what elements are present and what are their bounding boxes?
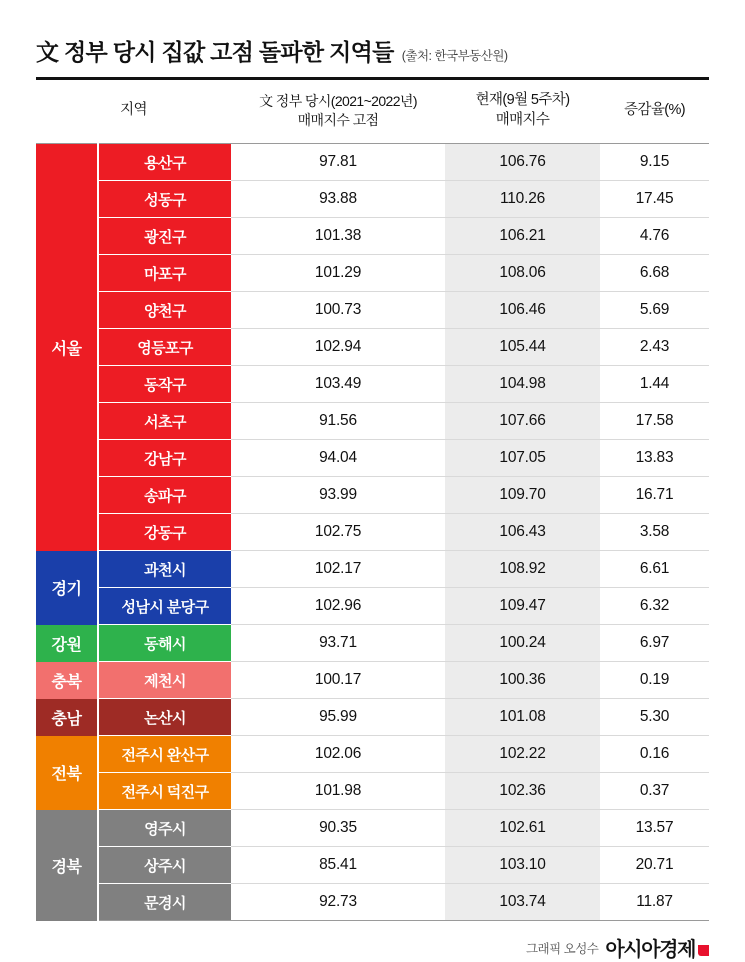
region-cell: 전북 (36, 736, 98, 810)
area-cell: 논산시 (98, 699, 231, 736)
column-header-now (445, 80, 600, 144)
peak-value-cell: 93.88 (231, 181, 445, 218)
table-header (36, 80, 709, 144)
now-value-cell: 106.21 (445, 218, 600, 255)
area-cell: 전주시 덕진구 (98, 773, 231, 810)
region-cell: 충북 (36, 662, 98, 699)
area-cell: 전주시 완산구 (98, 736, 231, 773)
peak-value-cell: 92.73 (231, 884, 445, 921)
now-value-cell: 101.08 (445, 699, 600, 736)
area-cell: 용산구 (98, 144, 231, 181)
now-value-cell: 103.74 (445, 884, 600, 921)
rate-value-cell: 0.19 (600, 662, 709, 699)
column-header-peak-line2: 매매지수 고점 (297, 111, 379, 128)
peak-value-cell: 90.35 (231, 810, 445, 847)
rate-value-cell: 13.57 (600, 810, 709, 847)
now-value-cell: 106.76 (445, 144, 600, 181)
table-row (36, 810, 709, 847)
table-row (36, 329, 709, 366)
table-row (36, 662, 709, 699)
rate-value-cell: 5.69 (600, 292, 709, 329)
table-row (36, 292, 709, 329)
peak-value-cell: 102.75 (231, 514, 445, 551)
table-row (36, 477, 709, 514)
rate-value-cell: 6.97 (600, 625, 709, 662)
area-cell: 마포구 (98, 255, 231, 292)
rate-value-cell: 1.44 (600, 366, 709, 403)
peak-value-cell: 102.17 (231, 551, 445, 588)
table-row (36, 255, 709, 292)
peak-value-cell: 95.99 (231, 699, 445, 736)
now-value-cell: 106.43 (445, 514, 600, 551)
page-title: 文 정부 당시 집값 고점 돌파한 지역들 (36, 39, 394, 65)
rate-value-cell: 3.58 (600, 514, 709, 551)
peak-value-cell: 93.71 (231, 625, 445, 662)
area-cell: 상주시 (98, 847, 231, 884)
now-value-cell: 109.70 (445, 477, 600, 514)
peak-value-cell: 100.73 (231, 292, 445, 329)
area-cell: 동해시 (98, 625, 231, 662)
area-cell: 양천구 (98, 292, 231, 329)
rate-value-cell: 11.87 (600, 884, 709, 921)
table-row (36, 144, 709, 181)
peak-value-cell: 97.81 (231, 144, 445, 181)
table-row (36, 699, 709, 736)
column-header-now-line2: 매매지수 (495, 111, 550, 128)
rate-value-cell: 6.32 (600, 588, 709, 625)
brand-logo-text: 아시아경제 (605, 939, 695, 962)
area-cell: 성남시 분당구 (98, 588, 231, 625)
now-value-cell: 100.36 (445, 662, 600, 699)
table-row (36, 181, 709, 218)
peak-value-cell: 101.38 (231, 218, 445, 255)
table-row (36, 403, 709, 440)
logo-square-icon (698, 945, 709, 956)
table-header-row (36, 80, 709, 144)
region-cell: 충남 (36, 699, 98, 736)
region-cell: 경북 (36, 810, 98, 921)
area-cell: 성동구 (98, 181, 231, 218)
table-row (36, 588, 709, 625)
now-value-cell: 109.47 (445, 588, 600, 625)
now-value-cell: 108.06 (445, 255, 600, 292)
housing-index-table (36, 80, 709, 921)
rate-value-cell: 0.37 (600, 773, 709, 810)
area-cell: 과천시 (98, 551, 231, 588)
graphic-credit: 그래픽 오성수 (525, 941, 599, 956)
area-cell: 동작구 (98, 366, 231, 403)
column-header-region: 지역 (36, 80, 231, 144)
rate-value-cell: 17.45 (600, 181, 709, 218)
table-row (36, 551, 709, 588)
table-row (36, 366, 709, 403)
rate-value-cell: 20.71 (600, 847, 709, 884)
column-header-rate: 증감율(%) (600, 80, 709, 144)
rate-value-cell: 13.83 (600, 440, 709, 477)
now-value-cell: 105.44 (445, 329, 600, 366)
region-cell: 경기 (36, 551, 98, 625)
peak-value-cell: 101.98 (231, 773, 445, 810)
column-header-peak-line1: 文 정부 당시(2021~2022년) (259, 92, 417, 109)
peak-value-cell: 103.49 (231, 366, 445, 403)
now-value-cell: 104.98 (445, 366, 600, 403)
rate-value-cell: 17.58 (600, 403, 709, 440)
area-cell: 강동구 (98, 514, 231, 551)
table-row (36, 514, 709, 551)
peak-value-cell: 102.06 (231, 736, 445, 773)
area-cell: 영등포구 (98, 329, 231, 366)
now-value-cell: 102.36 (445, 773, 600, 810)
table-row (36, 884, 709, 921)
table-row (36, 773, 709, 810)
rate-value-cell: 9.15 (600, 144, 709, 181)
table-row (36, 440, 709, 477)
peak-value-cell: 91.56 (231, 403, 445, 440)
area-cell: 강남구 (98, 440, 231, 477)
table-row (36, 736, 709, 773)
rate-value-cell: 6.61 (600, 551, 709, 588)
column-header-now-line1: 현재(9월 5주차) (475, 92, 570, 108)
region-cell: 강원 (36, 625, 98, 662)
now-value-cell: 110.26 (445, 181, 600, 218)
rate-value-cell: 5.30 (600, 699, 709, 736)
region-cell: 서울 (36, 144, 98, 551)
peak-value-cell: 102.96 (231, 588, 445, 625)
now-value-cell: 106.46 (445, 292, 600, 329)
area-cell: 광진구 (98, 218, 231, 255)
peak-value-cell: 93.99 (231, 477, 445, 514)
area-cell: 문경시 (98, 884, 231, 921)
now-value-cell: 102.22 (445, 736, 600, 773)
peak-value-cell: 85.41 (231, 847, 445, 884)
title-row (36, 0, 709, 80)
column-header-peak (231, 80, 445, 144)
now-value-cell: 102.61 (445, 810, 600, 847)
title-source: (출처: 한국부동산원) (401, 49, 508, 63)
table-body (36, 144, 709, 921)
now-value-cell: 103.10 (445, 847, 600, 884)
table-row (36, 847, 709, 884)
table-row (36, 625, 709, 662)
area-cell: 서초구 (98, 403, 231, 440)
peak-value-cell: 100.17 (231, 662, 445, 699)
rate-value-cell: 16.71 (600, 477, 709, 514)
area-cell: 송파구 (98, 477, 231, 514)
now-value-cell: 108.92 (445, 551, 600, 588)
peak-value-cell: 101.29 (231, 255, 445, 292)
rate-value-cell: 6.68 (600, 255, 709, 292)
area-cell: 제천시 (98, 662, 231, 699)
area-cell: 영주시 (98, 810, 231, 847)
rate-value-cell: 4.76 (600, 218, 709, 255)
table-row (36, 218, 709, 255)
now-value-cell: 107.05 (445, 440, 600, 477)
peak-value-cell: 94.04 (231, 440, 445, 477)
now-value-cell: 107.66 (445, 403, 600, 440)
footer (36, 921, 709, 962)
brand-logo (605, 933, 709, 962)
peak-value-cell: 102.94 (231, 329, 445, 366)
rate-value-cell: 2.43 (600, 329, 709, 366)
now-value-cell: 100.24 (445, 625, 600, 662)
rate-value-cell: 0.16 (600, 736, 709, 773)
